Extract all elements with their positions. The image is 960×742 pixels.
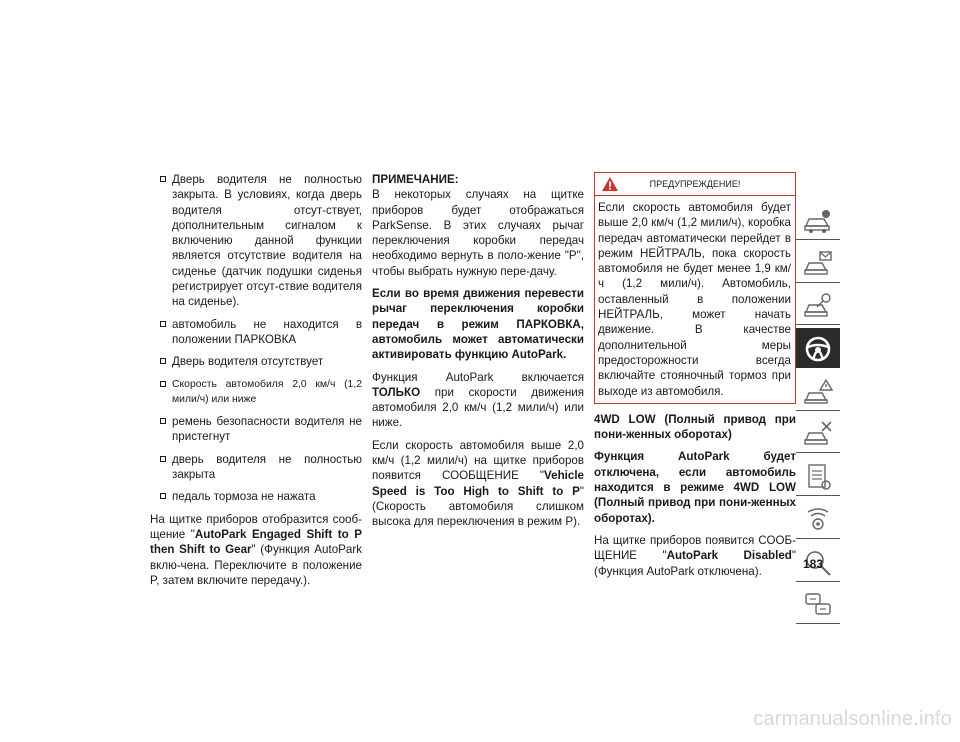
page-number: 183 xyxy=(802,557,824,571)
speed-too-high-paragraph: Если скорость автомобиля выше 2,0 км/ч (1,2 мили/ч) на щитке приборов появится СООБЩЕНИЕ "Vehicle Speed is Too High to Shift to P" (Скорость автомобиля слишком высока для переключения в режим P). xyxy=(372,438,584,529)
chapter-tab-car-key[interactable] xyxy=(796,285,840,325)
warning-box xyxy=(594,172,796,404)
maintenance-list-icon xyxy=(802,461,834,493)
autopark-message-paragraph: На щитке приборов отобразится сооб-щение "AutoPark Engaged Shift to P then Shift to Gear" (Функция AutoPark вклю-чена. Переключите в положение P, затем включите передачу.). xyxy=(150,512,362,587)
car-key-icon xyxy=(802,290,834,322)
autopark-speed-paragraph: Функция AutoPark включается ТОЛЬКО при скорости движения автомобиля 2,0 км/ч (1,2 мили/ч) или ниже. xyxy=(372,370,584,430)
autopark-activation-paragraph: Если во время движения перевести рычаг переключения коробки передач в режим ПАРКОВКА, автомобиль может автоматически активировать функцию AutoPark. xyxy=(372,287,584,362)
condition-list xyxy=(150,172,362,505)
list-item: педаль тормоза не нажата xyxy=(150,489,362,504)
warning-triangle-icon xyxy=(601,176,619,192)
note-title: ПРИМЕЧАНИЕ: xyxy=(372,173,459,186)
autopark-disabled-message: На щитке приборов появится СООБ-ЩЕНИЕ "AutoPark Disabled" (Функция AutoPark отключена). xyxy=(594,533,796,578)
chapter-tab-emergency[interactable] xyxy=(796,371,840,411)
list-item: Дверь водителя отсутствует xyxy=(150,354,362,369)
checkbox-icon xyxy=(160,493,166,499)
warning-body xyxy=(595,196,795,403)
car-crash-icon xyxy=(802,376,834,408)
checkbox-icon xyxy=(160,321,166,327)
chapter-tab-maintenance[interactable] xyxy=(796,456,840,496)
checkbox-icon xyxy=(160,456,166,462)
column-2 xyxy=(372,172,584,537)
car-message-icon xyxy=(802,248,834,280)
warning-title: ПРЕДУПРЕЖДЕНИЕ! xyxy=(649,179,741,189)
list-item: ремень безопасности водителя не пристегнут xyxy=(150,414,362,445)
chapter-tab-service[interactable] xyxy=(796,413,840,453)
section-heading: 4WD LOW (Полный привод при пони-женных оборотах) xyxy=(594,412,796,442)
multimedia-icon xyxy=(802,504,834,536)
list-item: Скорость автомобиля 2,0 км/ч (1,2 мили/ч) или ниже xyxy=(150,377,362,408)
chapter-tab-multimedia[interactable] xyxy=(796,499,840,539)
chapter-tab-car-message[interactable] xyxy=(796,243,840,283)
language-icon xyxy=(802,589,834,621)
chapter-tab-car-info[interactable] xyxy=(796,200,840,240)
checkbox-icon xyxy=(160,418,166,424)
list-item: Дверь водителя не полностью закрыта. В условиях, когда дверь водителя отсут-ствует, дополнительным сигналом к включению данной функции является отсутствие водителя на сиденье (датчик подушки сиденья регистрирует отсут-ствие водителя на сиденье). xyxy=(150,172,362,310)
warning-text: Если скорость автомобиля будет выше 2,0 км/ч (1,2 мили/ч), коробка передач автоматически перейдет в режим НЕЙТРАЛЬ, пока скорость автомобиля не будет менее 1,9 км/ч (1,2 мили/ч). Автомобиль, оставленный в положении НЕЙТРАЛЬ, может начать движение. В качестве дополнительной меры предосторожности всегда включайте стояночный тормоз при выходе из автомобиля. xyxy=(598,201,791,398)
checkbox-icon xyxy=(160,381,166,387)
watermark: carmanualsonline.info xyxy=(753,708,952,730)
list-item: дверь водителя не полностью закрыта xyxy=(150,452,362,483)
column-3 xyxy=(594,172,796,586)
column-1 xyxy=(150,172,362,595)
chapter-tab-language[interactable] xyxy=(796,584,840,624)
autopark-disabled-paragraph: Функция AutoPark будет отключена, если автомобиль находится в режиме 4WD LOW (Полный привод при пони-женных оборотах). xyxy=(594,450,796,525)
steering-wheel-icon xyxy=(802,333,834,365)
checkbox-icon xyxy=(160,358,166,364)
checkbox-icon xyxy=(160,176,166,182)
car-info-icon xyxy=(802,205,834,237)
chapter-tab-starting-operating[interactable] xyxy=(796,328,840,368)
car-service-icon xyxy=(802,418,834,450)
warning-header xyxy=(595,173,795,196)
list-item: автомобиль не находится в положении ПАРКОВКА xyxy=(150,317,362,348)
note-text: В некоторых случаях на щитке приборов будет отображаться ParkSense. В этих случаях рычаг переключения коробки передач необходимо вернуть в поло-жение "P", чтобы выбрать нужную пере-дачу. xyxy=(372,188,584,278)
